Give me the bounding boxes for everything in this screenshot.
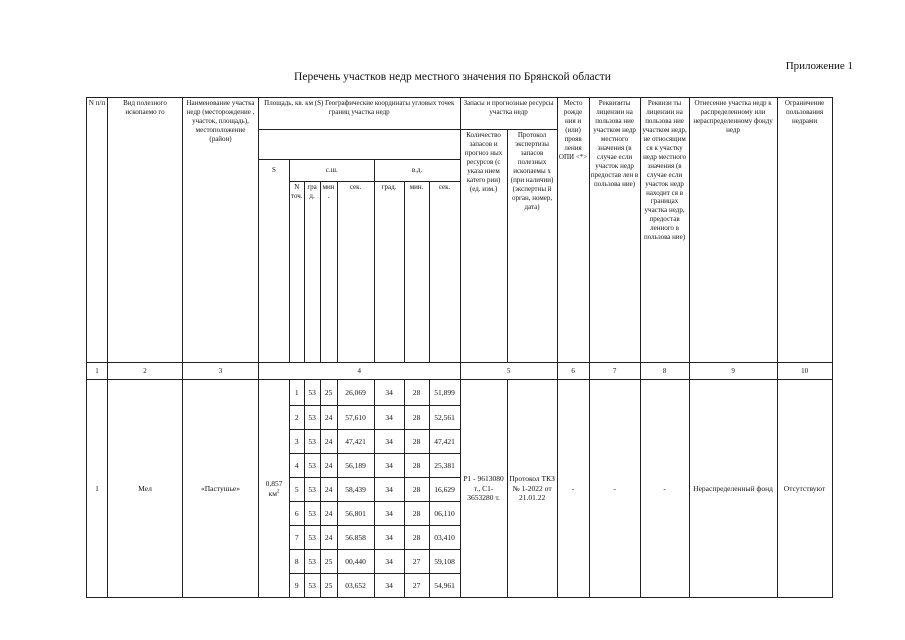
- header-reserves-protocol: Протокол экспертизы запасов полезных ископаемы х (при наличии) (экспертны й орган, номер, дата): [507, 130, 557, 363]
- lon-deg: 34: [374, 380, 404, 406]
- column-number: 3: [183, 363, 259, 380]
- header-coords-gap: [259, 130, 461, 160]
- header-lat: с.ш.: [290, 160, 375, 182]
- lon-sec: 59,108: [429, 550, 460, 574]
- document-title: Перечень участков недр местного значения по Брянской области: [294, 71, 611, 83]
- lon-sec: 16,629: [429, 478, 460, 502]
- lat-deg: 53: [304, 430, 320, 454]
- lon-min: 28: [404, 502, 429, 526]
- header-reserves-qty: Количество запасов и прогноз ных ресурсов (с указа нием катего рии) (ед. изм.): [460, 130, 507, 363]
- row-plot-name: «Пастушье»: [183, 380, 259, 598]
- row-mineral: Мел: [108, 380, 183, 598]
- lon-min: 28: [404, 380, 429, 406]
- lat-min: 24: [320, 478, 337, 502]
- lon-min: 28: [404, 430, 429, 454]
- lat-min: 24: [320, 406, 337, 430]
- lat-min: 24: [320, 526, 337, 550]
- lat-deg: 53: [304, 550, 320, 574]
- header-lat-deg: гра д.: [304, 182, 320, 363]
- column-number: 7: [589, 363, 640, 380]
- lat-sec: 56,801: [337, 502, 374, 526]
- lon-sec: 52,561: [429, 406, 460, 430]
- lat-min: 24: [320, 502, 337, 526]
- lon-min: 28: [404, 406, 429, 430]
- lon-min: 27: [404, 550, 429, 574]
- lon-sec: 03,410: [429, 526, 460, 550]
- point-no: 7: [290, 526, 305, 550]
- row-num: 1: [87, 380, 108, 598]
- lat-min: 25: [320, 550, 337, 574]
- lat-min: 25: [320, 380, 337, 406]
- lon-min: 28: [404, 478, 429, 502]
- lat-deg: 53: [304, 526, 320, 550]
- column-number: 1: [87, 363, 108, 380]
- point-no: 2: [290, 406, 305, 430]
- lon-deg: 34: [374, 526, 404, 550]
- lat-sec: 47,421: [337, 430, 374, 454]
- lat-deg: 53: [304, 502, 320, 526]
- point-no: 5: [290, 478, 305, 502]
- lon-min: 28: [404, 526, 429, 550]
- row-reserves-qty: Р1 - 9613080 т., С1- 3653280 т.: [460, 380, 507, 598]
- header-lat-sec: сек.: [337, 182, 374, 363]
- header-fund: Отнесение участка недр к распределенному или нераспределенному фонду недр: [689, 98, 777, 363]
- point-no: 1: [290, 380, 305, 406]
- header-location: Место рожде ния и (или) прояв ления ОПИ <*>: [557, 98, 589, 363]
- lon-sec: 25,381: [429, 454, 460, 478]
- point-no: 3: [290, 430, 305, 454]
- row-area: [259, 380, 290, 598]
- lon-sec: 54,961: [429, 574, 460, 598]
- column-number: 9: [689, 363, 777, 380]
- lat-min: 24: [320, 430, 337, 454]
- appendix-label: Приложение 1: [785, 60, 853, 72]
- lat-deg: 53: [304, 574, 320, 598]
- point-no: 9: [290, 574, 305, 598]
- lat-sec: 56,189: [337, 454, 374, 478]
- header-license-not-local: Реквизи ты лицензии на пользова ние участком недр, не относящим ся к участку недр местного значения (в случае если участок недр находит ся в границах участка недр, предостав ленного в пользова ние): [640, 98, 689, 363]
- header-lon: в.д.: [374, 160, 460, 182]
- column-number: 8: [640, 363, 689, 380]
- header-num: N п/п: [87, 98, 108, 363]
- row-license-user: -: [589, 380, 640, 598]
- area-value: 0,857: [265, 478, 283, 488]
- point-no: 6: [290, 502, 305, 526]
- header-reserves: Запасы и прогнозные ресурсы участка недр: [460, 98, 557, 130]
- lon-deg: 34: [374, 550, 404, 574]
- row-license-not-local: -: [640, 380, 689, 598]
- lat-sec: 26,069: [337, 380, 374, 406]
- lat-deg: 53: [304, 478, 320, 502]
- lat-min: 24: [320, 454, 337, 478]
- lat-deg: 53: [304, 380, 320, 406]
- lat-deg: 53: [304, 406, 320, 430]
- lat-sec: 56.858: [337, 526, 374, 550]
- column-number: 2: [108, 363, 183, 380]
- row-fund: Нераспределенный фонд: [689, 380, 777, 598]
- lat-sec: 58,439: [337, 478, 374, 502]
- column-number: 6: [557, 363, 589, 380]
- point-no: 4: [290, 454, 305, 478]
- lat-sec: 00,440: [337, 550, 374, 574]
- row-reserves-protocol: Протокол ТКЗ № 1-2022 от 21.01.22: [507, 380, 557, 598]
- lon-deg: 34: [374, 430, 404, 454]
- header-restriction: Ограничение пользования недрами: [777, 98, 832, 363]
- point-no: 8: [290, 550, 305, 574]
- lon-sec: 06,110: [429, 502, 460, 526]
- table-row: [87, 380, 833, 406]
- column-number: 5: [460, 363, 557, 380]
- lat-min: 25: [320, 574, 337, 598]
- header-mineral: Вид полезного ископаемо го: [108, 98, 183, 363]
- header-point-no: N точ.: [290, 182, 305, 363]
- lat-sec: 57,610: [337, 406, 374, 430]
- lon-min: 28: [404, 454, 429, 478]
- lon-min: 27: [404, 574, 429, 598]
- header-lon-sec: сек.: [429, 182, 460, 363]
- lon-deg: 34: [374, 454, 404, 478]
- lon-deg: 34: [374, 574, 404, 598]
- column-number: 4: [259, 363, 461, 380]
- subsoil-plots-table: [86, 97, 833, 598]
- area-unit-sup: 2: [276, 489, 280, 494]
- header-name: Наименование участка недр (месторождение , участок, площадь), местоположение (район): [183, 98, 259, 363]
- column-number: 10: [777, 363, 832, 380]
- header-lon-min: мин.: [404, 182, 429, 363]
- lat-sec: 03,652: [337, 574, 374, 598]
- area-unit: км: [268, 488, 277, 498]
- lon-deg: 34: [374, 478, 404, 502]
- lat-deg: 53: [304, 454, 320, 478]
- lon-sec: 51,899: [429, 380, 460, 406]
- lon-deg: 34: [374, 502, 404, 526]
- header-license-user: Реквизиты лицензии на пользова ние участком недр местного значения (в случае если участок недр предостав лен в пользова ние): [589, 98, 640, 363]
- header-lon-deg: град.: [374, 182, 404, 363]
- column-number-row: [87, 363, 833, 380]
- lon-sec: 47,421: [429, 430, 460, 454]
- header-area-coords: Площадь, кв. км (S) Географические координаты угловых точек границ участка недр: [259, 98, 461, 130]
- row-restriction: Отсутствуют: [777, 380, 832, 598]
- row-location: -: [557, 380, 589, 598]
- lon-deg: 34: [374, 406, 404, 430]
- header-lat-min: мин .: [320, 182, 337, 363]
- header-s: S: [259, 160, 290, 363]
